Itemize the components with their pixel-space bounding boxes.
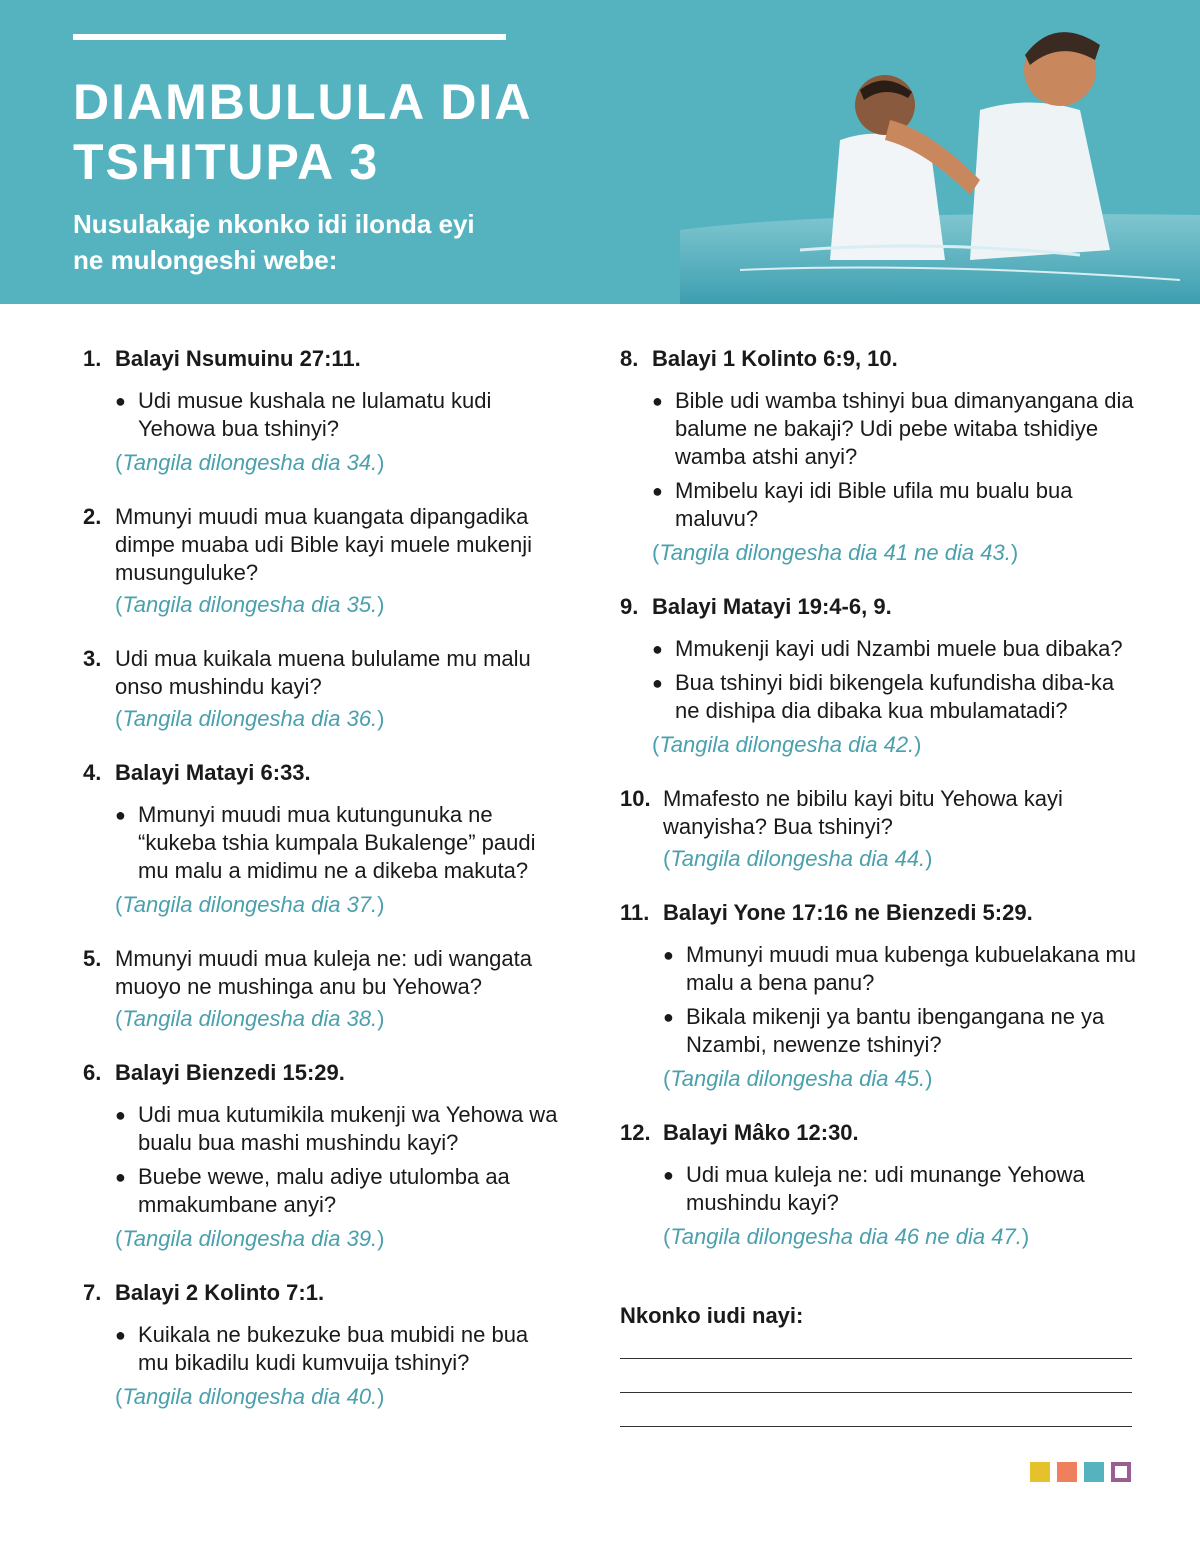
question-number: 5.	[83, 946, 102, 971]
reference-text: Tangila dilongesha dia 40.	[122, 1384, 378, 1409]
bullet-list	[652, 387, 1140, 533]
bullet-item	[115, 1163, 563, 1219]
bullet-icon: ●	[115, 1167, 126, 1187]
question-header	[620, 593, 1140, 621]
bullet-item	[652, 387, 1140, 471]
question-item	[83, 345, 563, 477]
title-line-2: TSHITUPA 3	[73, 134, 380, 190]
writing-line[interactable]	[620, 1358, 1132, 1359]
bullet-icon: ●	[652, 481, 663, 501]
subtitle-line-1: Nusulakaje nkonko idi ilonda eyi	[73, 209, 475, 239]
bullet-icon: ●	[652, 391, 663, 411]
question-text: Mmafesto ne bibilu kayi bitu Yehowa kayi wanyisha? Bua tshinyi?	[663, 786, 1063, 839]
bullet-icon: ●	[663, 1165, 674, 1185]
paren-close-icon: )	[377, 1006, 385, 1031]
bullet-list	[115, 1321, 563, 1377]
bullet-icon: ●	[115, 805, 126, 825]
question-number: 7.	[83, 1280, 102, 1305]
paren-open-icon: (	[652, 540, 660, 565]
lesson-reference	[663, 1065, 1140, 1093]
lesson-reference	[115, 1225, 563, 1253]
purple-outline-square-icon	[1111, 1462, 1131, 1482]
paren-open-icon: (	[663, 1224, 671, 1249]
question-text: Balayi Matayi 6:33.	[115, 760, 311, 785]
reference-text: Tangila dilongesha dia 35.	[122, 592, 378, 617]
paren-close-icon: )	[1010, 540, 1019, 565]
bullet-item	[652, 635, 1140, 663]
bullet-icon: ●	[663, 945, 674, 965]
page-title	[73, 72, 532, 192]
bullet-text: Bible udi wamba tshinyi bua dimanyangana dia balume ne bakaji? Udi pebe witaba tshidiye wamba atshi anyi?	[675, 388, 1134, 469]
paren-close-icon: )	[914, 732, 922, 757]
bullet-icon: ●	[652, 639, 663, 659]
reference-text: Tangila dilongesha dia 36.	[122, 706, 378, 731]
paren-open-icon: (	[115, 892, 123, 917]
bullet-item	[115, 1321, 563, 1377]
bullet-list	[115, 1101, 563, 1219]
reference-text: Tangila dilongesha dia 44.	[670, 846, 926, 871]
yellow-square-icon	[1030, 1462, 1050, 1482]
paren-open-icon: (	[115, 450, 123, 475]
reference-text: Tangila dilongesha dia 37.	[122, 892, 378, 917]
other-questions-label: Nkonko iudi nayi:	[620, 1303, 804, 1328]
question-item	[83, 503, 563, 619]
question-text: Mmunyi muudi mua kuleja ne: udi wangata muoyo ne mushinga anu bu Yehowa?	[115, 946, 533, 999]
question-item	[83, 645, 563, 733]
question-text: Balayi Nsumuinu 27:11.	[115, 346, 361, 371]
question-item	[83, 1059, 563, 1253]
question-number: 1.	[83, 346, 102, 371]
bullet-text: Buebe wewe, malu adiye utulomba aa mmakumbane anyi?	[138, 1164, 510, 1217]
paren-close-icon: )	[925, 1066, 933, 1091]
reference-text: Tangila dilongesha dia 39.	[122, 1226, 378, 1251]
questions-column-left	[83, 345, 563, 1437]
baptism-illustration	[680, 0, 1200, 304]
paren-close-icon: )	[377, 1226, 385, 1251]
bullet-text: Udi mua kuleja ne: udi munange Yehowa mushindu kayi?	[686, 1162, 1085, 1215]
paren-open-icon: (	[663, 846, 671, 871]
paren-close-icon: )	[925, 846, 933, 871]
paren-open-icon: (	[115, 1384, 123, 1409]
question-text: Udi mua kuikala muena bululame mu malu onso mushindu kayi?	[115, 646, 531, 699]
question-text: Balayi Mâko 12:30.	[663, 1120, 859, 1145]
writing-line[interactable]	[620, 1392, 1132, 1393]
bullet-text: Mmukenji kayi udi Nzambi muele bua dibaka?	[675, 636, 1123, 661]
bullet-text: Mmibelu kayi idi Bible ufila mu bualu bua maluvu?	[675, 478, 1073, 531]
bullet-text: Bua tshinyi bidi bikengela kufundisha diba-ka ne dishipa dia dibaka kua mbulamatadi?	[675, 670, 1115, 723]
question-header	[83, 645, 563, 701]
bullet-text: Udi musue kushala ne lulamatu kudi Yehowa bua tshinyi?	[138, 388, 492, 441]
lesson-reference	[115, 1383, 563, 1411]
bullet-item	[652, 477, 1140, 533]
paren-open-icon: (	[652, 732, 660, 757]
lesson-reference	[663, 1223, 1140, 1251]
bullet-list	[663, 941, 1140, 1059]
question-text: Balayi 2 Kolinto 7:1.	[115, 1280, 325, 1305]
bullet-text: Udi mua kutumikila mukenji wa Yehowa wa bualu bua mashi mushindu kayi?	[138, 1102, 558, 1155]
question-number: 10.	[620, 786, 651, 811]
question-item	[620, 345, 1140, 567]
lesson-reference	[652, 539, 1140, 567]
reference-text: Tangila dilongesha dia 41 ne dia 43.	[659, 540, 1011, 565]
question-item	[620, 1119, 1140, 1251]
bullet-item	[652, 669, 1140, 725]
question-header	[83, 503, 563, 587]
paren-open-icon: (	[115, 592, 123, 617]
reference-text: Tangila dilongesha dia 45.	[670, 1066, 926, 1091]
teal-square-icon	[1084, 1462, 1104, 1482]
question-item	[83, 1279, 563, 1411]
question-number: 11.	[620, 900, 650, 925]
question-header	[620, 345, 1140, 373]
paren-close-icon: )	[377, 1384, 385, 1409]
lesson-reference	[115, 705, 563, 733]
page-subtitle	[73, 206, 475, 278]
question-item	[620, 899, 1140, 1093]
bullet-item	[115, 387, 563, 443]
bullet-list	[663, 1161, 1140, 1217]
bullet-item	[115, 801, 563, 885]
paren-open-icon: (	[663, 1066, 671, 1091]
question-number: 9.	[620, 594, 639, 619]
question-text: Balayi Matayi 19:4-6, 9.	[652, 594, 892, 619]
question-header	[83, 759, 563, 787]
reference-text: Tangila dilongesha dia 46 ne dia 47.	[670, 1224, 1022, 1249]
lesson-reference	[663, 845, 1140, 873]
question-item	[83, 945, 563, 1033]
bullet-text: Mmunyi muudi mua kutungunuka ne “kukeba tshia kumpala Bukalenge” paudi mu malu a midimu ne a dikeba makuta?	[138, 802, 536, 883]
paren-close-icon: )	[377, 592, 385, 617]
bullet-text: Mmunyi muudi mua kubenga kubuelakana mu malu a bena panu?	[686, 942, 1137, 995]
orange-square-icon	[1057, 1462, 1077, 1482]
lesson-reference	[115, 449, 563, 477]
title-line-1: DIAMBULULA DIA	[73, 74, 533, 130]
paren-open-icon: (	[115, 706, 123, 731]
question-header	[83, 945, 563, 1001]
question-number: 12.	[620, 1120, 651, 1145]
bullet-text: Bikala mikenji ya bantu ibengangana ne ya Nzambi, newenze tshinyi?	[686, 1004, 1105, 1057]
paren-close-icon: )	[377, 892, 385, 917]
question-number: 2.	[83, 504, 102, 529]
header-banner	[0, 0, 1200, 304]
bullet-list	[115, 387, 563, 443]
subtitle-line-2: ne mulongeshi webe:	[73, 245, 338, 275]
writing-line[interactable]	[620, 1426, 1132, 1427]
question-item	[620, 785, 1140, 873]
lesson-reference	[115, 891, 563, 919]
question-number: 4.	[83, 760, 102, 785]
question-text: Balayi 1 Kolinto 6:9, 10.	[652, 346, 898, 371]
question-number: 3.	[83, 646, 102, 671]
bullet-item	[115, 1101, 563, 1157]
bullet-icon: ●	[115, 391, 126, 411]
bullet-icon: ●	[115, 1325, 126, 1345]
question-header	[83, 1059, 563, 1087]
bullet-list	[115, 801, 563, 885]
question-number: 6.	[83, 1060, 102, 1085]
paren-open-icon: (	[115, 1226, 123, 1251]
question-item	[620, 593, 1140, 759]
bullet-list	[652, 635, 1140, 725]
header-rule	[73, 34, 506, 40]
paren-close-icon: )	[1021, 1224, 1030, 1249]
lesson-reference	[115, 591, 563, 619]
lesson-reference	[115, 1005, 563, 1033]
question-number: 8.	[620, 346, 639, 371]
bullet-icon: ●	[652, 673, 663, 693]
paren-close-icon: )	[377, 706, 385, 731]
question-text: Balayi Bienzedi 15:29.	[115, 1060, 345, 1085]
bullet-item	[663, 1003, 1140, 1059]
bullet-item	[663, 941, 1140, 997]
reference-text: Tangila dilongesha dia 34.	[122, 450, 378, 475]
bullet-item	[663, 1161, 1140, 1217]
bullet-icon: ●	[115, 1105, 126, 1125]
question-header	[620, 899, 1140, 927]
bullet-text: Kuikala ne bukezuke bua mubidi ne bua mu bikadilu kudi kumvuija tshinyi?	[138, 1322, 529, 1375]
bullet-icon: ●	[663, 1007, 674, 1027]
question-header	[83, 345, 563, 373]
paren-open-icon: (	[115, 1006, 123, 1031]
paren-close-icon: )	[377, 450, 385, 475]
reference-text: Tangila dilongesha dia 42.	[659, 732, 915, 757]
question-text: Mmunyi muudi mua kuangata dipangadika dimpe muaba udi Bible kayi muele mukenji musunguluke?	[115, 504, 532, 585]
question-header	[620, 1119, 1140, 1147]
question-text: Balayi Yone 17:16 ne Bienzedi 5:29.	[663, 900, 1033, 925]
question-item	[83, 759, 563, 919]
question-header	[83, 1279, 563, 1307]
lesson-reference	[652, 731, 1140, 759]
questions-column-right	[620, 345, 1140, 1277]
question-header	[620, 785, 1140, 841]
reference-text: Tangila dilongesha dia 38.	[122, 1006, 378, 1031]
